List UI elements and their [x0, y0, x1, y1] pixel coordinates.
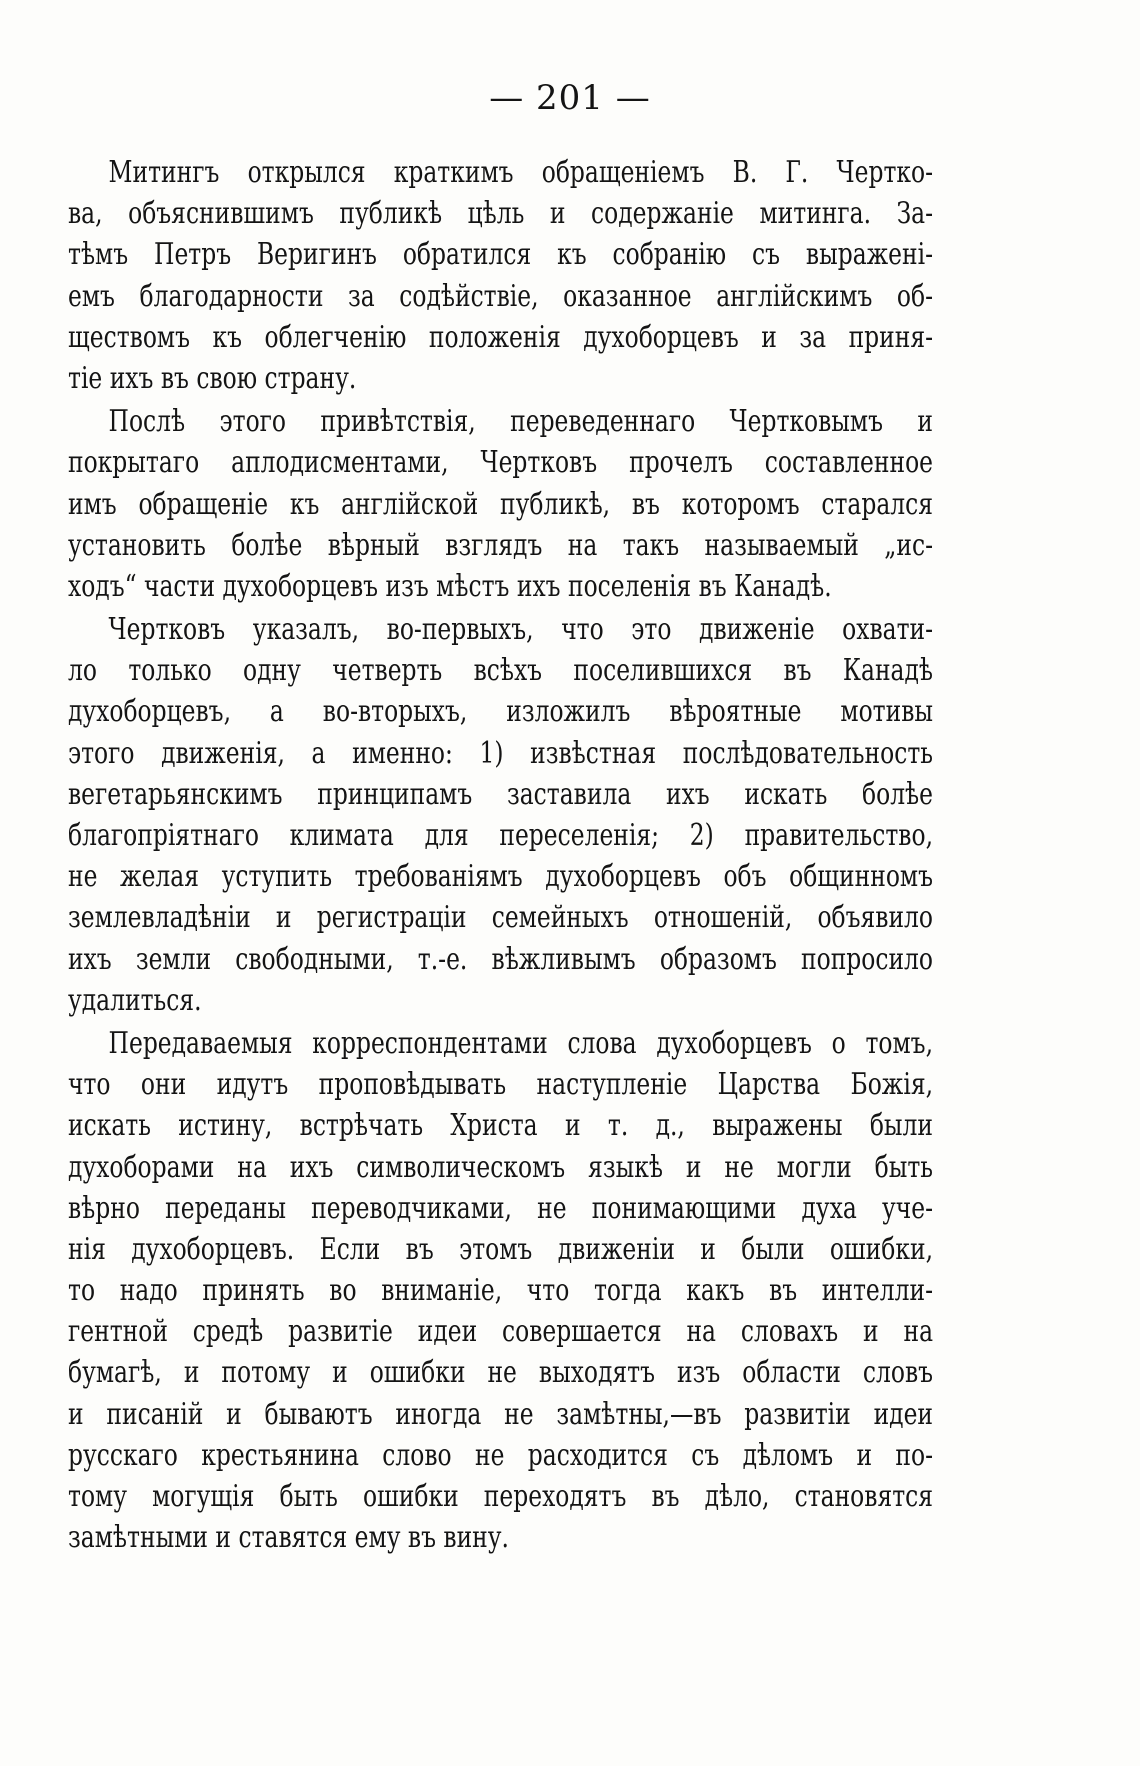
text-line: искать истину, встрѣчать Христа и т. д., выражены были — [68, 1108, 934, 1144]
text-line: покрытаго аплодисментами, Чертковъ прочелъ составленное — [68, 445, 934, 481]
body-text — [68, 152, 933, 1558]
text-line: духоборами на ихъ символическомъ языкѣ и не могли быть — [68, 1149, 934, 1185]
paragraph — [68, 401, 933, 607]
text-line: ихъ земли свободными, т.-е. вѣжливымъ образомъ попросило — [68, 941, 934, 977]
text-line: ва, объяснившимъ публикѣ цѣль и содержаніе митинга. За- — [68, 196, 934, 232]
text-line: ходъ“ части духоборцевъ изъ мѣстъ ихъ поселенія въ Канадѣ. — [68, 568, 832, 604]
text-line: ло только одну четверть всѣхъ поселившихся въ Канадѣ — [68, 653, 934, 689]
text-line: Митингъ открылся краткимъ обращеніемъ В. Г. Чертко- — [108, 155, 934, 190]
text-line: духоборцевъ, а во-вторыхъ, изложилъ вѣроятные мотивы — [68, 694, 934, 730]
text-line: Чертковъ указалъ, во-первыхъ, что это движеніе охвати- — [108, 612, 934, 648]
text-line: замѣтными и ставятся ему въ вину. — [68, 1520, 509, 1556]
paragraph — [68, 1023, 933, 1558]
text-line: этого движенія, а именно: 1) извѣстная послѣдовательность — [68, 735, 934, 771]
text-line: что они идутъ проповѣдывать наступленіе Царства Божія, — [68, 1067, 934, 1103]
text-line: вегетарьянскимъ принципамъ заставила ихъ искать болѣе — [68, 776, 934, 812]
text-line: тѣмъ Петръ Веригинъ обратился къ собранію съ выражені- — [68, 237, 934, 273]
text-line: бумагѣ, и потому и ошибки не выходятъ изъ области словъ — [68, 1355, 934, 1391]
text-line: вѣрно переданы переводчиками, не понимающими духа уче- — [68, 1190, 934, 1226]
text-line: емъ благодарности за содѣйствіе, оказанное англійскимъ об- — [68, 278, 934, 314]
text-line: тіе ихъ въ свою страну. — [68, 360, 357, 396]
text-line: землевладѣніи и регистраціи семейныхъ отношеній, объявило — [68, 900, 934, 936]
page-number: — 201 — — [489, 78, 651, 118]
text-line: и писаній и бываютъ иногда не замѣтны,—въ развитіи идеи — [68, 1396, 934, 1432]
text-line: гентной средѣ развитіе идеи совершается на словахъ и на — [68, 1314, 934, 1350]
text-line: Послѣ этого привѣтствія, переведеннаго Чертковымъ и — [108, 404, 934, 440]
text-line: благопріятнаго климата для переселенія; 2) правительство, — [68, 818, 934, 853]
text-line: удалиться. — [68, 982, 202, 1018]
text-line: то надо принять во вниманіе, что тогда какъ въ интелли- — [68, 1273, 934, 1309]
paragraph — [68, 152, 933, 399]
text-line: имъ обращеніе къ англійской публикѣ, въ которомъ старался — [68, 486, 934, 522]
paragraph — [68, 609, 933, 1021]
text-line: не желая уступить требованіямъ духоборцевъ объ общинномъ — [68, 859, 934, 895]
text-line: ществомъ къ облегченію положенія духоборцевъ и за приня- — [68, 319, 934, 355]
text-line: тому могущія быть ошибки переходятъ въ дѣло, становятся — [68, 1479, 934, 1514]
text-line: нія духоборцевъ. Если въ этомъ движеніи и были ошибки, — [68, 1231, 934, 1267]
text-line: русскаго крестьянина слово не расходится съ дѣломъ и по- — [68, 1437, 934, 1473]
text-line: Передаваемыя корреспондентами слова духоборцевъ о томъ, — [108, 1025, 934, 1061]
text-line: установить болѣе вѣрный взглядъ на такъ называемый „ис- — [68, 527, 934, 563]
